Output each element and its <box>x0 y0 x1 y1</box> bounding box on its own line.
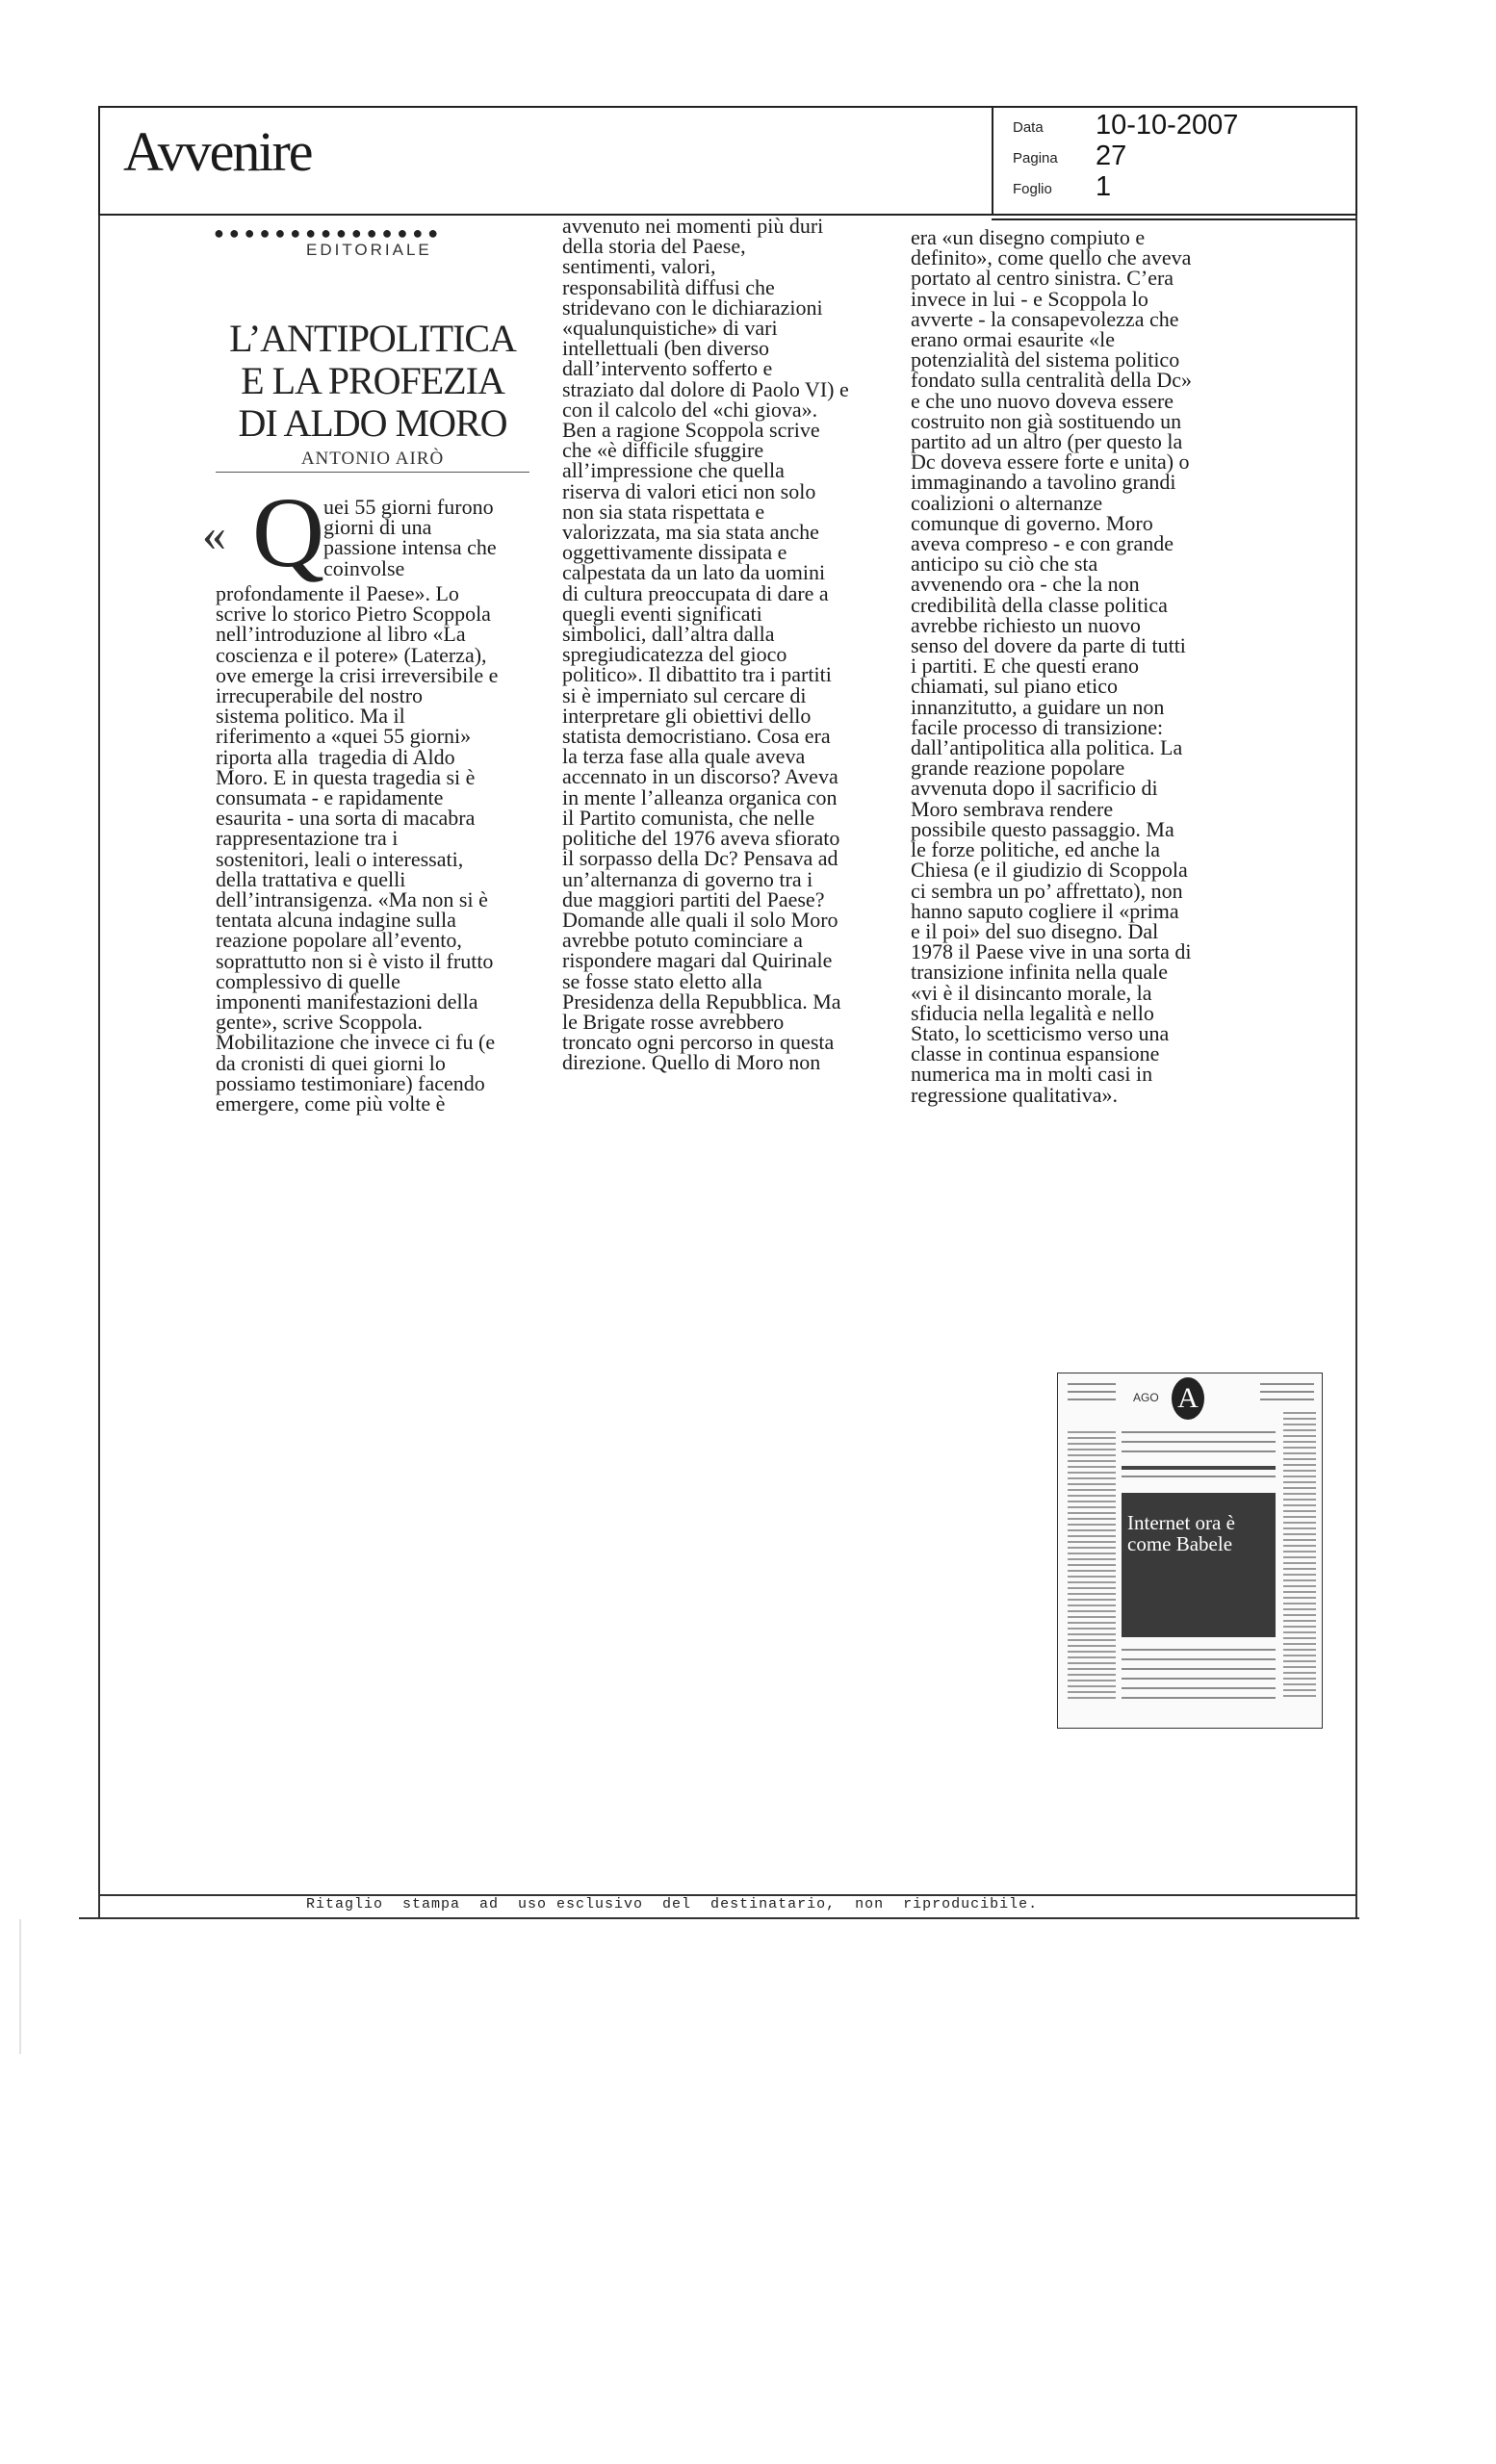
text-line: consumata - e rapidamente <box>216 785 444 810</box>
text-line: quegli eventi significati <box>562 601 762 626</box>
text-line: «vi è il disincanto morale, la <box>911 980 1152 1005</box>
text-line: possibile questo passaggio. Ma <box>911 816 1174 841</box>
text-line: la terza fase alla quale aveva <box>562 744 806 769</box>
text-line: Moro. E in questa tragedia si è <box>216 764 476 789</box>
text-line: stridevano con le dichiarazioni <box>562 295 823 320</box>
text-line: riserva di valori etici non solo <box>562 478 816 503</box>
header-rule <box>992 218 1357 220</box>
thumbnail-text-line <box>1122 1450 1276 1452</box>
text-line: soprattutto non si è visto il frutto <box>216 948 494 973</box>
text-line: definito», come quello che aveva <box>911 245 1192 270</box>
text-line: politiche del 1976 aveva sfiorato <box>562 826 840 851</box>
text-line: «qualunquistiche» di vari <box>562 316 778 341</box>
text-line: si è imperniato sul cercare di <box>562 682 807 707</box>
thumbnail-text-line <box>1122 1678 1276 1680</box>
text-line: dall’antipolitica alla politica. La <box>911 735 1183 760</box>
text-line: tentata alcuna indagine sulla <box>216 908 456 933</box>
headline <box>204 318 541 445</box>
text-line: Domande alle quali il solo Moro <box>562 907 838 932</box>
text-line: di cultura preoccupata di dare a <box>562 580 829 605</box>
text-line: nell’introduzione al libro «La <box>216 622 466 647</box>
text-line: che «è difficile sfuggire <box>562 438 764 463</box>
thumbnail-text-line <box>1122 1441 1276 1443</box>
text-line: sostenitori, leali o interessati, <box>216 846 464 871</box>
text-line: della storia del Paese, <box>562 234 746 259</box>
text-line: potenzialità del sistema politico <box>911 347 1180 372</box>
text-line: complessivo di quelle <box>216 968 400 993</box>
text-line: uei 55 giorni furono <box>323 495 494 519</box>
article-column-2 <box>562 216 890 1073</box>
text-line: passione intensa che <box>323 535 497 560</box>
scan-margin-line <box>19 1919 21 2054</box>
text-line: dell’intransigenza. «Ma non si è <box>216 887 488 912</box>
text-line: scrive lo storico Pietro Scoppola <box>216 602 491 627</box>
text-line: e il poi» del suo disegno. Dal <box>911 918 1159 943</box>
text-line: troncato ogni percorso in questa <box>562 1030 835 1055</box>
thumbnail-text-line <box>1122 1668 1276 1670</box>
text-line: coscienza e il potere» (Laterza), <box>216 642 487 667</box>
text-line: reazione popolare all’evento, <box>216 928 462 953</box>
text-line: costruito non già sostituendo un <box>911 408 1182 433</box>
text-line: ci sembra un po’ affrettato), non <box>911 878 1183 903</box>
front-page-thumbnail <box>1057 1373 1323 1729</box>
thumbnail-right-column <box>1283 1412 1316 1701</box>
text-line: due maggiori partiti del Paese? <box>562 886 825 911</box>
drop-cap: Q <box>252 477 325 588</box>
text-line: imponenti manifestazioni della <box>216 989 478 1014</box>
text-line: statista democristiano. Cosa era <box>562 724 831 749</box>
date-label: Data <box>1013 119 1044 136</box>
text-line: senso del dovere da parte di tutti <box>911 633 1186 658</box>
text-line: avrebbe potuto cominciare a <box>562 928 803 953</box>
thumbnail-left-column <box>1068 1431 1116 1701</box>
text-line: hanno saputo cogliere il «prima <box>911 898 1179 923</box>
text-line: i partiti. E che questi erano <box>911 654 1140 679</box>
text-line: della trattativa e quelli <box>216 866 406 891</box>
text-line: sentimenti, valori, <box>562 254 716 279</box>
thumbnail-headline-bar <box>1122 1466 1276 1470</box>
text-line: Moro sembrava rendere <box>911 796 1114 821</box>
text-line: ove emerge la crisi irreversibile e <box>216 662 499 687</box>
lead-text <box>323 497 541 578</box>
masthead-logo: Avvenire <box>123 120 312 183</box>
text-line: possiamo testimoniare) facendo <box>216 1070 485 1095</box>
text-line: il Partito comunista, che nelle <box>562 805 815 830</box>
text-line: valorizzata, ma sia stata anche <box>562 520 819 545</box>
text-line: se fosse stato eletto alla <box>562 968 762 993</box>
sheet-value: 1 <box>1096 171 1112 202</box>
text-line: coinvolse <box>323 555 405 580</box>
sheet-label: Foglio <box>1013 181 1052 197</box>
thumbnail-text-line <box>1260 1391 1314 1393</box>
text-line: avvenuto nei momenti più duri <box>562 214 824 238</box>
text-line: spregiudicatezza del gioco <box>562 642 787 667</box>
thumbnail-text-line <box>1122 1658 1276 1660</box>
text-line: straziato dal dolore di Paolo VI) e <box>562 376 849 401</box>
text-line: simbolici, dall’altra dalla <box>562 622 775 647</box>
text-line: classe in continua espansione <box>911 1041 1160 1066</box>
text-line: giorni di una <box>323 515 432 540</box>
decorative-dots: ●●●●●●●●●●●●●●● <box>214 223 444 243</box>
section-label: EDITORIALE <box>306 241 432 259</box>
thumbnail-text-line <box>1068 1383 1116 1385</box>
text-line: da cronisti di quei giorni lo <box>216 1050 446 1075</box>
text-line: in mente l’alleanza organica con <box>562 784 838 809</box>
text-line: calpestata da un lato da uomini <box>562 560 826 585</box>
frame-left <box>98 216 100 1917</box>
text-line: avrebbe richiesto un nuovo <box>911 612 1141 637</box>
article-column-1 <box>216 583 541 1114</box>
text-line: aveva compreso - e con grande <box>911 531 1174 556</box>
thumbnail-text-line <box>1122 1476 1276 1477</box>
text-line: chiamati, sul piano etico <box>911 674 1119 699</box>
thumbnail-text-line <box>1068 1399 1116 1400</box>
footer-rule <box>79 1917 1359 1919</box>
text-line: avverte - la consapevolezza che <box>911 306 1179 331</box>
headline-line: L’ANTIPOLITICA <box>229 317 516 360</box>
text-line: sfiducia nella legalità e nello <box>911 1000 1154 1025</box>
headline-line: DI ALDO MORO <box>238 401 507 445</box>
text-line: esaurita - una sorta di macabra <box>216 806 476 831</box>
text-line: le Brigate rosse avrebbero <box>562 1009 785 1034</box>
text-line: emergere, come più volte è <box>216 1091 446 1116</box>
text-line: regressione qualitativa». <box>911 1082 1119 1107</box>
page-label: Pagina <box>1013 150 1058 167</box>
header-divider <box>992 108 993 214</box>
text-line: erano ormai esaurite «le <box>911 327 1115 352</box>
text-line: credibilità della classe politica <box>911 592 1168 617</box>
text-line: invece in lui - e Scoppola lo <box>911 286 1148 311</box>
thumbnail-text-line <box>1122 1649 1276 1651</box>
text-line: avvenuta dopo il sacrificio di <box>911 776 1158 801</box>
thumbnail-logo: A <box>1172 1377 1204 1420</box>
text-line: responsabilità diffusi che <box>562 274 775 299</box>
text-line: irrecuperabile del nostro <box>216 683 424 708</box>
text-line: comunque di governo. Moro <box>911 510 1153 535</box>
text-line: oggettivamente dissipata e <box>562 540 787 565</box>
text-line: politico». Il dibattito tra i partiti <box>562 662 832 687</box>
thumbnail-photo-caption: Internet ora è come Babele <box>1127 1511 1235 1555</box>
text-line: rispondere magari dal Quirinale <box>562 948 833 973</box>
text-line: dall’intervento sofferto e <box>562 356 773 381</box>
text-line: Chiesa (e il giudizio di Scoppola <box>911 858 1188 883</box>
author-byline: ANTONIO AIRÒ <box>300 449 445 469</box>
text-line: con il calcolo del «chi giova». <box>562 397 818 422</box>
text-line: numerica ma in molti casi in <box>911 1062 1153 1087</box>
text-line: rappresentazione tra i <box>216 826 399 851</box>
frame-right <box>1355 216 1357 1917</box>
text-line: il sorpasso della Dc? Pensava ad <box>562 846 838 871</box>
text-line: riporta alla tragedia di Aldo <box>216 744 455 769</box>
thumbnail-text-line <box>1122 1687 1276 1689</box>
text-line: portato al centro sinistra. C’era <box>911 266 1174 291</box>
headline-line: E LA PROFEZIA <box>241 359 504 402</box>
opening-quote-mark: « <box>202 507 226 561</box>
text-line: partito ad un altro (per questo la <box>911 429 1183 454</box>
text-line: era «un disegno compiuto e <box>911 225 1146 249</box>
text-line: anticipo su ciò che sta <box>911 552 1098 577</box>
thumbnail-text-line <box>1068 1391 1116 1393</box>
text-line: le forze politiche, ed anche la <box>911 837 1160 862</box>
text-line: grande reazione popolare <box>911 756 1125 781</box>
thumbnail-text-line <box>1122 1431 1276 1433</box>
text-line: un’alternanza di governo tra i <box>562 866 813 891</box>
text-line: profondamente il Paese». Lo <box>216 581 459 605</box>
text-line: riferimento a «quei 55 giorni» <box>216 724 472 749</box>
thumbnail-label: AGO <box>1133 1391 1159 1404</box>
text-line: direzione. Quello di Moro non <box>562 1050 821 1075</box>
text-line: interpretare gli obiettivi dello <box>562 703 812 728</box>
text-line: 1978 il Paese vive in una sorta di <box>911 939 1192 964</box>
text-line: transizione infinita nella quale <box>911 960 1168 985</box>
text-line: fondato sulla centralità della Dc» <box>911 368 1192 393</box>
footer-notice: Ritaglio stampa ad uso esclusivo del destinatario, non riproducibile. <box>306 1896 1039 1912</box>
text-line: sistema politico. Ma il <box>216 704 405 729</box>
text-line: Mobilitazione che invece ci fu (e <box>216 1030 496 1055</box>
text-line: facile processo di transizione: <box>911 714 1164 739</box>
text-line: e che uno nuovo doveva essere <box>911 388 1174 413</box>
text-line: gente», scrive Scoppola. <box>216 1010 424 1035</box>
text-line: Ben a ragione Scoppola scrive <box>562 418 820 443</box>
thumbnail-text-line <box>1122 1697 1276 1699</box>
text-line: intellettuali (ben diverso <box>562 336 770 361</box>
text-line: all’impressione che quella <box>562 458 785 483</box>
date-value: 10-10-2007 <box>1096 110 1239 141</box>
text-line: Presidenza della Repubblica. Ma <box>562 988 841 1014</box>
article-column-3 <box>911 227 1238 1105</box>
text-line: immaginando a tavolino grandi <box>911 470 1176 495</box>
text-line: innanzitutto, a guidare un non <box>911 694 1165 719</box>
page-value: 27 <box>1096 141 1127 171</box>
thumbnail-text-line <box>1260 1383 1314 1385</box>
byline-rule <box>216 472 529 473</box>
text-line: accennato in un discorso? Aveva <box>562 764 838 789</box>
text-line: coalizioni o alternanze <box>911 490 1103 515</box>
thumbnail-text-line <box>1260 1399 1314 1400</box>
text-line: non sia stata rispettata e <box>562 499 765 524</box>
text-line: Dc doveva essere forte e unita) o <box>911 449 1190 475</box>
text-line: Stato, lo scetticismo verso una <box>911 1020 1170 1045</box>
text-line: avvenendo ora - che la non <box>911 572 1140 597</box>
